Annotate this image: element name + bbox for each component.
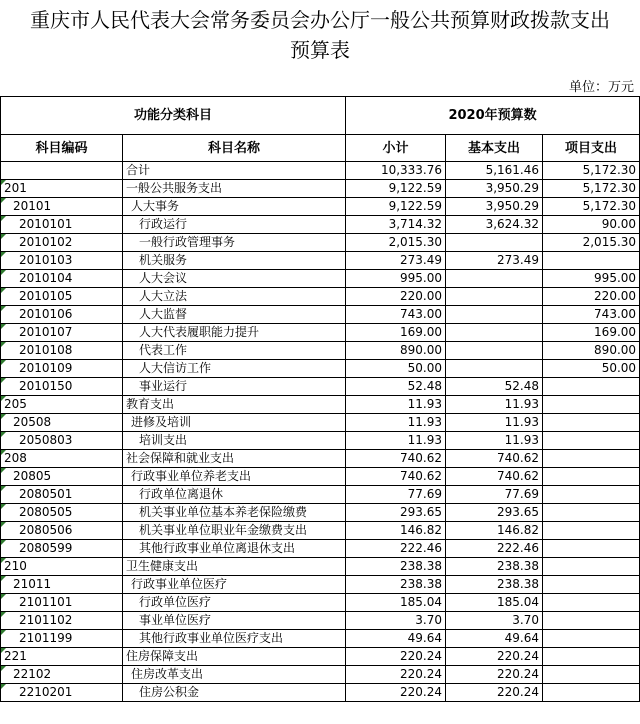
code-cell: 2101102 — [1, 612, 123, 630]
page-title — [0, 0, 640, 68]
name-cell: 行政运行 — [123, 216, 346, 234]
basic-cell — [446, 288, 543, 306]
project-cell — [543, 468, 640, 486]
code-cell: 22102 — [1, 666, 123, 684]
project-cell — [543, 252, 640, 270]
basic-cell — [446, 270, 543, 288]
code-cell: 2080501 — [1, 486, 123, 504]
basic-cell: 3,950.29 — [446, 198, 543, 216]
project-cell: 5,172.30 — [543, 198, 640, 216]
basic-cell: 5,161.46 — [446, 162, 543, 180]
code-cell: 2101101 — [1, 594, 123, 612]
name-cell: 住房保障支出 — [123, 648, 346, 666]
project-cell: 743.00 — [543, 306, 640, 324]
name-cell: 一般公共服务支出 — [123, 180, 346, 198]
code-cell: 205 — [1, 396, 123, 414]
project-cell — [543, 630, 640, 648]
project-cell — [543, 504, 640, 522]
table-row — [1, 666, 640, 684]
table-row — [1, 342, 640, 360]
table-row — [1, 450, 640, 468]
table-row — [1, 522, 640, 540]
table-row — [1, 504, 640, 522]
subtotal-cell: 11.93 — [346, 432, 446, 450]
code-cell: 20805 — [1, 468, 123, 486]
code-cell: 2080505 — [1, 504, 123, 522]
subtotal-cell: 185.04 — [346, 594, 446, 612]
subtotal-cell: 11.93 — [346, 414, 446, 432]
basic-cell: 52.48 — [446, 378, 543, 396]
code-cell — [1, 162, 123, 180]
table-row — [1, 378, 640, 396]
subtotal-cell: 995.00 — [346, 270, 446, 288]
subtotal-cell: 743.00 — [346, 306, 446, 324]
project-cell — [543, 486, 640, 504]
table-row — [1, 630, 640, 648]
table-row — [1, 576, 640, 594]
name-cell: 事业运行 — [123, 378, 346, 396]
basic-cell: 3,624.32 — [446, 216, 543, 234]
basic-cell: 238.38 — [446, 576, 543, 594]
name-cell: 人大事务 — [123, 198, 346, 216]
subtotal-cell: 3.70 — [346, 612, 446, 630]
code-cell: 2101199 — [1, 630, 123, 648]
name-cell: 人大会议 — [123, 270, 346, 288]
project-cell — [543, 648, 640, 666]
table-row — [1, 648, 640, 666]
name-cell: 行政事业单位养老支出 — [123, 468, 346, 486]
project-cell: 169.00 — [543, 324, 640, 342]
header-func: 功能分类科目 — [1, 97, 346, 135]
basic-cell: 11.93 — [446, 396, 543, 414]
title-line-2: 预算表 — [290, 38, 350, 62]
code-cell: 20101 — [1, 198, 123, 216]
subtotal-cell: 220.00 — [346, 288, 446, 306]
code-cell: 2010107 — [1, 324, 123, 342]
header-row-2 — [1, 135, 640, 162]
name-cell: 其他行政事业单位离退休支出 — [123, 540, 346, 558]
name-cell: 行政单位离退休 — [123, 486, 346, 504]
unit-label: 单位：万元 — [568, 80, 634, 95]
project-cell — [543, 612, 640, 630]
header-basic: 基本支出 — [446, 135, 543, 162]
name-cell: 社会保障和就业支出 — [123, 450, 346, 468]
subtotal-cell: 3,714.32 — [346, 216, 446, 234]
basic-cell: 222.46 — [446, 540, 543, 558]
subtotal-cell: 740.62 — [346, 450, 446, 468]
name-cell: 其他行政事业单位医疗支出 — [123, 630, 346, 648]
basic-cell — [446, 324, 543, 342]
subtotal-cell: 220.24 — [346, 666, 446, 684]
code-cell: 210 — [1, 558, 123, 576]
basic-cell: 146.82 — [446, 522, 543, 540]
project-cell — [543, 558, 640, 576]
subtotal-cell: 11.93 — [346, 396, 446, 414]
project-cell: 995.00 — [543, 270, 640, 288]
header-code: 科目编码 — [1, 135, 123, 162]
code-cell: 2010104 — [1, 270, 123, 288]
code-cell: 2080506 — [1, 522, 123, 540]
header-project: 项目支出 — [543, 135, 640, 162]
table-row — [1, 180, 640, 198]
table-row — [1, 324, 640, 342]
basic-cell: 740.62 — [446, 468, 543, 486]
subtotal-cell: 238.38 — [346, 558, 446, 576]
basic-cell: 11.93 — [446, 432, 543, 450]
name-cell: 人大监督 — [123, 306, 346, 324]
table-row — [1, 270, 640, 288]
project-cell — [543, 666, 640, 684]
subtotal-cell: 77.69 — [346, 486, 446, 504]
table-row — [1, 414, 640, 432]
subtotal-cell: 50.00 — [346, 360, 446, 378]
project-cell: 220.00 — [543, 288, 640, 306]
title-line-1: 重庆市人民代表大会常务委员会办公厅一般公共预算财政拨款支出 — [30, 8, 610, 32]
project-cell: 90.00 — [543, 216, 640, 234]
code-cell: 2010150 — [1, 378, 123, 396]
name-cell: 培训支出 — [123, 432, 346, 450]
basic-cell: 740.62 — [446, 450, 543, 468]
code-cell: 2050803 — [1, 432, 123, 450]
code-cell: 2210201 — [1, 684, 123, 702]
table-row — [1, 216, 640, 234]
basic-cell: 220.24 — [446, 648, 543, 666]
name-cell: 行政单位医疗 — [123, 594, 346, 612]
name-cell: 进修及培训 — [123, 414, 346, 432]
name-cell: 住房公积金 — [123, 684, 346, 702]
table-row — [1, 360, 640, 378]
project-cell: 2,015.30 — [543, 234, 640, 252]
table-row — [1, 540, 640, 558]
name-cell: 人大信访工作 — [123, 360, 346, 378]
subtotal-cell: 146.82 — [346, 522, 446, 540]
subtotal-cell: 220.24 — [346, 648, 446, 666]
header-name: 科目名称 — [123, 135, 346, 162]
name-cell: 人大代表履职能力提升 — [123, 324, 346, 342]
subtotal-cell: 220.24 — [346, 684, 446, 702]
basic-cell — [446, 342, 543, 360]
project-cell: 5,172.30 — [543, 180, 640, 198]
code-cell: 208 — [1, 450, 123, 468]
subtotal-cell: 740.62 — [346, 468, 446, 486]
project-cell — [543, 684, 640, 702]
name-cell: 卫生健康支出 — [123, 558, 346, 576]
basic-cell — [446, 234, 543, 252]
project-cell: 890.00 — [543, 342, 640, 360]
name-cell: 代表工作 — [123, 342, 346, 360]
project-cell — [543, 540, 640, 558]
subtotal-cell: 222.46 — [346, 540, 446, 558]
project-cell: 5,172.30 — [543, 162, 640, 180]
name-cell: 机关事业单位基本养老保险缴费 — [123, 504, 346, 522]
table-row — [1, 468, 640, 486]
project-cell: 50.00 — [543, 360, 640, 378]
table-row — [1, 396, 640, 414]
table-row — [1, 288, 640, 306]
table-row — [1, 558, 640, 576]
subtotal-cell: 2,015.30 — [346, 234, 446, 252]
project-cell — [543, 378, 640, 396]
subtotal-cell: 169.00 — [346, 324, 446, 342]
basic-cell: 273.49 — [446, 252, 543, 270]
project-cell — [543, 450, 640, 468]
subtotal-cell: 49.64 — [346, 630, 446, 648]
basic-cell: 238.38 — [446, 558, 543, 576]
project-cell — [543, 396, 640, 414]
subtotal-cell: 9,122.59 — [346, 180, 446, 198]
table-row — [1, 486, 640, 504]
code-cell: 2010106 — [1, 306, 123, 324]
name-cell: 合计 — [123, 162, 346, 180]
subtotal-cell: 890.00 — [346, 342, 446, 360]
table-row — [1, 162, 640, 180]
project-cell — [543, 594, 640, 612]
name-cell: 机关服务 — [123, 252, 346, 270]
code-cell: 2010102 — [1, 234, 123, 252]
subtotal-cell: 9,122.59 — [346, 198, 446, 216]
project-cell — [543, 414, 640, 432]
project-cell — [543, 576, 640, 594]
basic-cell: 293.65 — [446, 504, 543, 522]
basic-cell — [446, 360, 543, 378]
name-cell: 行政事业单位医疗 — [123, 576, 346, 594]
code-cell: 2010101 — [1, 216, 123, 234]
header-row-1 — [1, 97, 640, 135]
basic-cell — [446, 306, 543, 324]
basic-cell: 185.04 — [446, 594, 543, 612]
code-cell: 2010103 — [1, 252, 123, 270]
table-row — [1, 594, 640, 612]
table-row — [1, 252, 640, 270]
basic-cell: 11.93 — [446, 414, 543, 432]
name-cell: 机关事业单位职业年金缴费支出 — [123, 522, 346, 540]
header-subtotal: 小计 — [346, 135, 446, 162]
table-row — [1, 432, 640, 450]
subtotal-cell: 10,333.76 — [346, 162, 446, 180]
code-cell: 221 — [1, 648, 123, 666]
basic-cell: 3.70 — [446, 612, 543, 630]
code-cell: 20508 — [1, 414, 123, 432]
subtotal-cell: 52.48 — [346, 378, 446, 396]
subtotal-cell: 293.65 — [346, 504, 446, 522]
subtotal-cell: 273.49 — [346, 252, 446, 270]
budget-table — [0, 96, 640, 702]
code-cell: 201 — [1, 180, 123, 198]
code-cell: 2010108 — [1, 342, 123, 360]
project-cell — [543, 522, 640, 540]
name-cell: 事业单位医疗 — [123, 612, 346, 630]
name-cell: 住房改革支出 — [123, 666, 346, 684]
table-row — [1, 612, 640, 630]
basic-cell: 49.64 — [446, 630, 543, 648]
table-row — [1, 684, 640, 702]
code-cell: 2080599 — [1, 540, 123, 558]
code-cell: 2010105 — [1, 288, 123, 306]
header-budget: 2020年预算数 — [346, 97, 640, 135]
project-cell — [543, 432, 640, 450]
basic-cell: 3,950.29 — [446, 180, 543, 198]
name-cell: 教育支出 — [123, 396, 346, 414]
subtotal-cell: 238.38 — [346, 576, 446, 594]
table-row — [1, 306, 640, 324]
name-cell: 人大立法 — [123, 288, 346, 306]
name-cell: 一般行政管理事务 — [123, 234, 346, 252]
table-row — [1, 234, 640, 252]
basic-cell: 220.24 — [446, 666, 543, 684]
basic-cell: 77.69 — [446, 486, 543, 504]
basic-cell: 220.24 — [446, 684, 543, 702]
table-row — [1, 198, 640, 216]
code-cell: 2010109 — [1, 360, 123, 378]
code-cell: 21011 — [1, 576, 123, 594]
